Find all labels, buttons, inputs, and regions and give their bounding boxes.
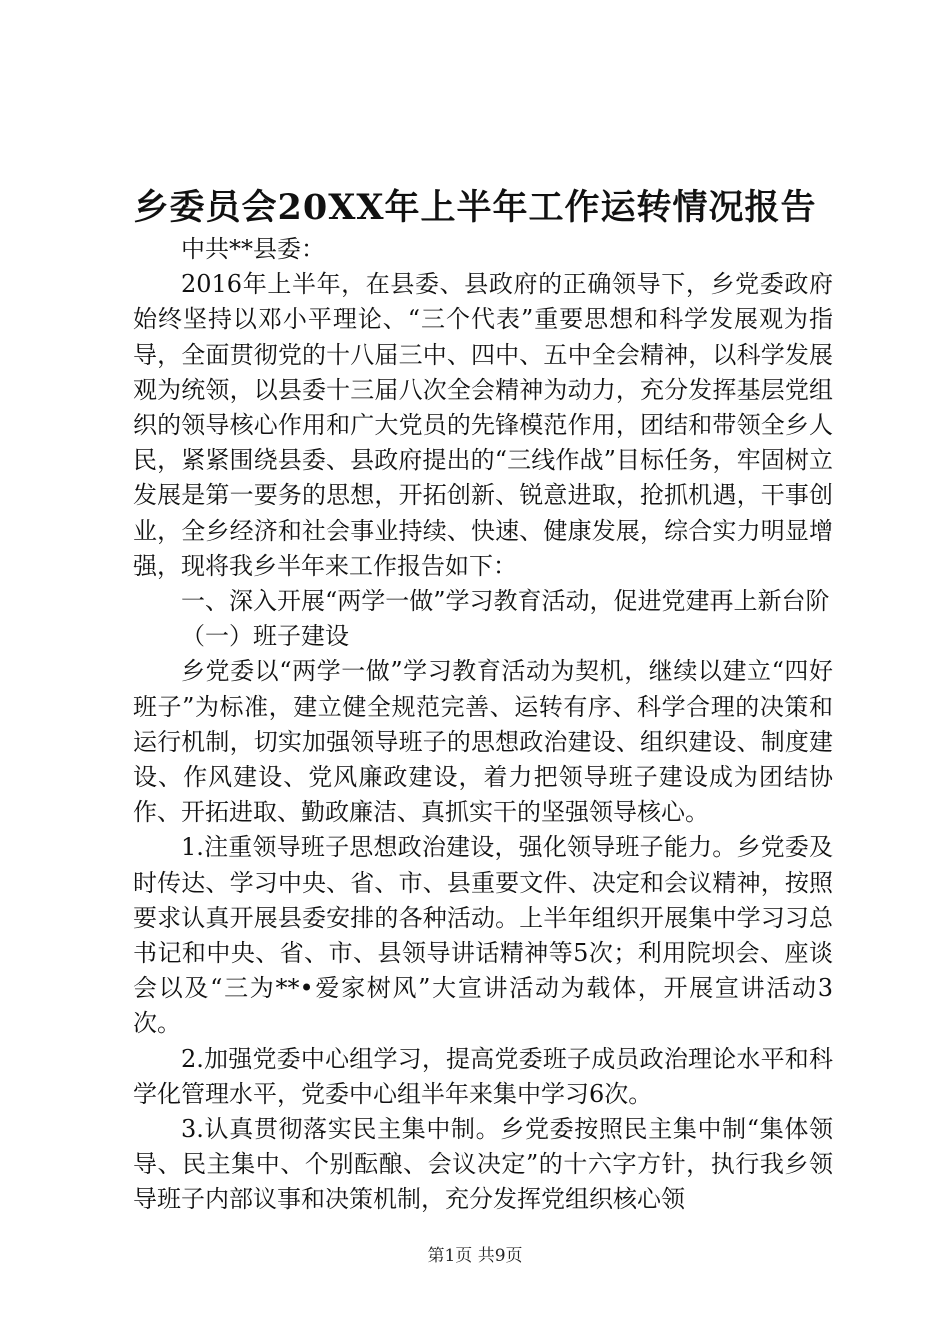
section-heading-1: 一、深入开展“两学一做”学习教育活动，促进党建再上新台阶 <box>181 587 830 616</box>
list-item-2: 2.加强党委中心组学习，提高党委班子成员政治理论水平和科学化管理水平，党委中心组半年来集中学习6次。 <box>133 1044 833 1108</box>
document-body <box>133 232 833 1218</box>
salutation: 中共**县委： <box>181 235 325 263</box>
subsection-heading-1: （一）班子建设 <box>181 622 349 651</box>
intro-paragraph: 2016年上半年，在县委、县政府的正确领导下，乡党委政府始终坚持以邓小平理论、“三个代表”重要思想和科学发展观为指导，全面贯彻党的十八届三中、四中、五中全会精神，以科学发展观为统领，以县委十三届八次全会精神为动力，充分发挥基层党组织的领导核心作用和广大党员的先锋模范作用，团结和带领全乡人民，紧紧围绕县委、县政府提出的“三线作战”目标任务，牢固树立发展是第一要务的思想，开拓创新、锐意进取，抢抓机遇，干事创业，全乡经济和社会事业持续、快速、健康发展，综合实力明显增强，现将我乡半年来工作报告如下： <box>133 270 833 580</box>
body-paragraph: 乡党委以“两学一做”学习教育活动为契机，继续以建立“四好班子”为标准，建立健全规范完善、运转有序、科学合理的决策和运行机制，切实加强领导班子的思想政治建设、组织建设、制度建设、作风建设、党风廉政建设，着力把领导班子建设成为团结协作、开拓进取、勤政廉洁、真抓实干的坚强领导核心。 <box>133 657 833 827</box>
document-title: 乡委员会20XX年上半年工作运转情况报告 <box>133 187 817 228</box>
list-item-1: 1.注重领导班子思想政治建设，强化领导班子能力。乡党委及时传达、学习中央、省、市、县重要文件、决定和会议精神，按照要求认真开展县委安排的各种活动。上半年组织开展集中学习习总书记和中央、省、市、县领导讲话精神等5次；利用院坝会、座谈会以及“三为**•爱家树风”大宣讲活动为载体，开展宣讲活动3次。 <box>133 833 833 1038</box>
page-number-footer: 第1页 共9页 <box>427 1246 523 1266</box>
list-item-3: 3.认真贯彻落实民主集中制。乡党委按照民主集中制“集体领导、民主集中、个别酝酿、会议决定”的十六字方针，执行我乡领导班子内部议事和决策机制，充分发挥党组织核心领 <box>133 1115 833 1214</box>
